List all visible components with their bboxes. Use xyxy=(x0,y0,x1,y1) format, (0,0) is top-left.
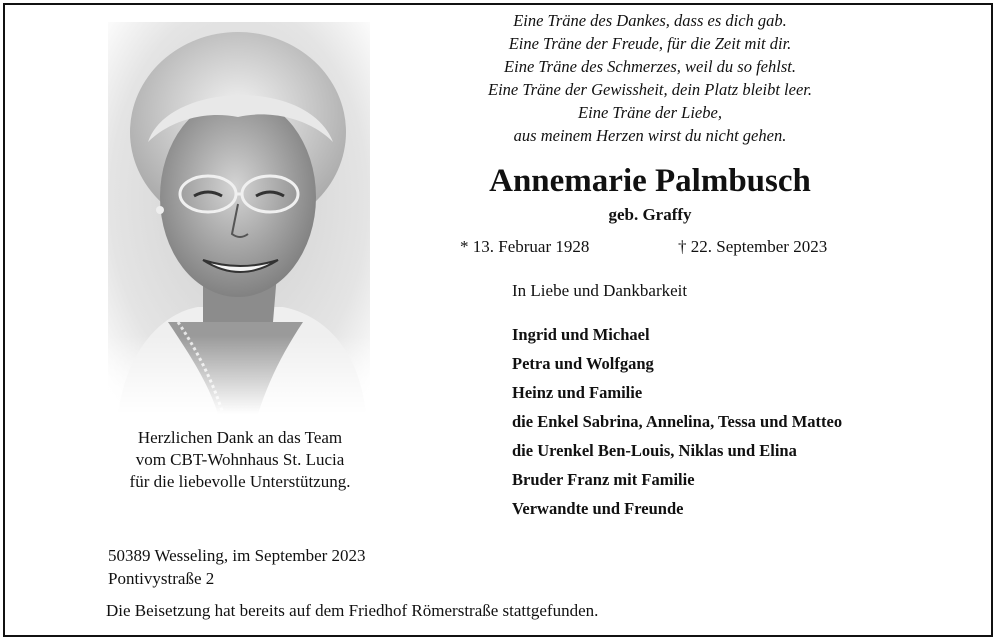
street-address: Pontivystraße 2 xyxy=(108,569,215,588)
burial-note: Die Beisetzung hat bereits auf dem Friedhof Römerstraße stattgefunden. xyxy=(106,601,599,620)
mourner-entry: Heinz und Familie xyxy=(512,383,643,402)
poem xyxy=(445,9,855,147)
portrait-photo xyxy=(108,22,370,414)
poem-line: Eine Träne der Gewissheit, dein Platz bleibt leer. xyxy=(487,80,812,99)
mourner-entry: Petra und Wolfgang xyxy=(512,354,654,373)
mourner-entry: Verwandte und Freunde xyxy=(512,499,684,518)
thanks-line: vom CBT-Wohnhaus St. Lucia xyxy=(135,450,345,469)
place-and-address xyxy=(108,544,366,590)
mourner-entry: die Enkel Sabrina, Annelina, Tessa und Matteo xyxy=(512,412,843,431)
thanks-line: für die liebevolle Unterstützung. xyxy=(129,472,351,491)
thanks-message xyxy=(90,427,390,493)
intro-text: In Liebe und Dankbarkeit xyxy=(512,281,688,300)
poem-line: Eine Träne der Liebe, xyxy=(578,103,722,122)
mourner-entry: Ingrid und Michael xyxy=(512,325,650,344)
deceased-name: Annemarie Palmbusch xyxy=(489,163,811,199)
thanks-line: Herzlichen Dank an das Team xyxy=(137,428,343,447)
mourner-entry: die Urenkel Ben-Louis, Niklas und Elina xyxy=(512,441,797,460)
poem-line: Eine Träne des Schmerzes, weil du so fehlst. xyxy=(504,57,796,76)
birth-name: geb. Graffy xyxy=(608,205,692,224)
mourner-entry: Bruder Franz mit Familie xyxy=(512,470,695,489)
birth-date: * 13. Februar 1928 xyxy=(460,237,590,256)
poem-line: aus meinem Herzen wirst du nicht gehen. xyxy=(513,126,787,145)
poem-line: Eine Träne des Dankes, dass es dich gab. xyxy=(513,11,787,30)
death-date: † 22. September 2023 xyxy=(678,237,828,256)
poem-line: Eine Träne der Freude, für die Zeit mit dir. xyxy=(508,34,792,53)
mourners-list xyxy=(512,320,842,523)
place-date: 50389 Wesseling, im September 2023 xyxy=(108,546,366,565)
